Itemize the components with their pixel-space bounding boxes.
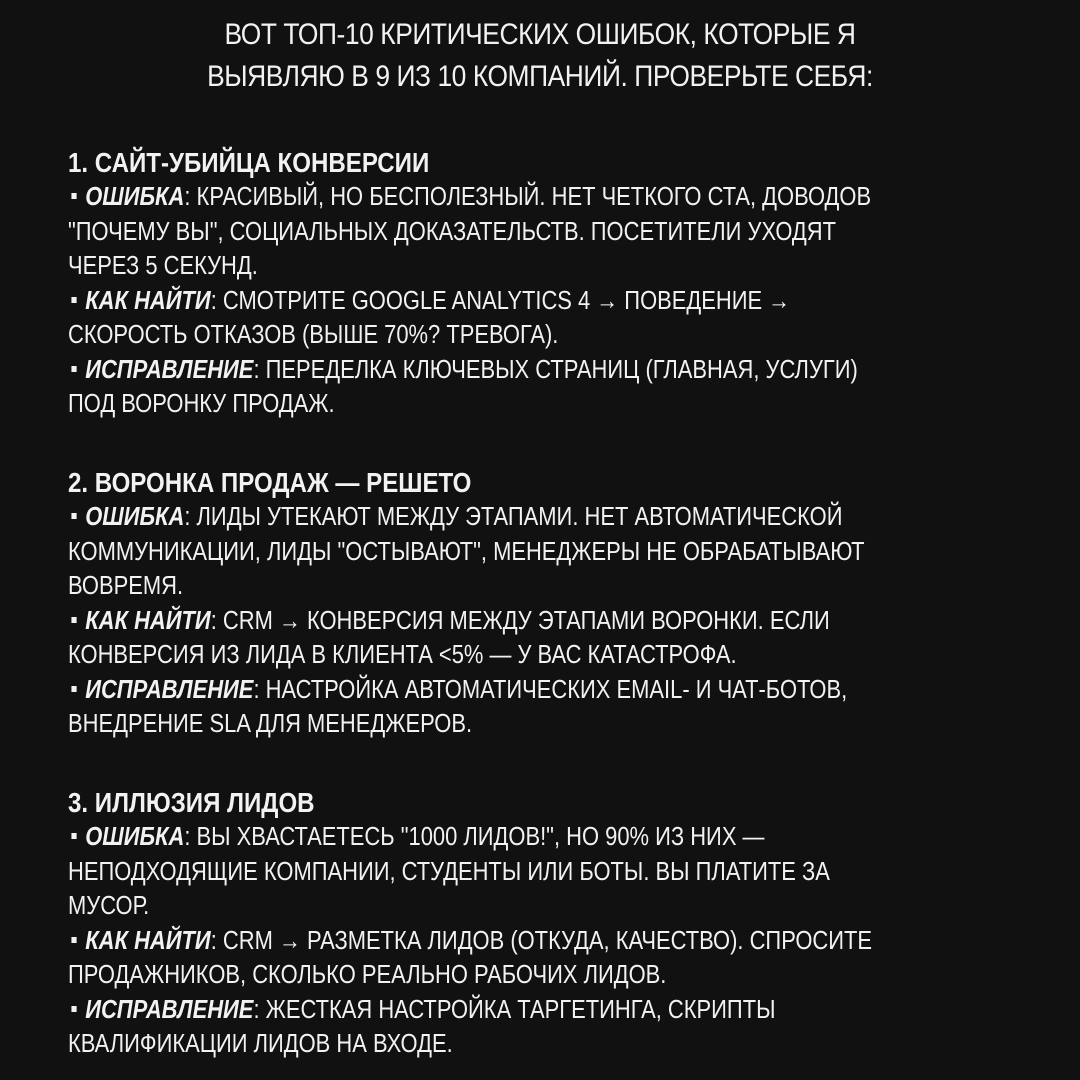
title-line-2: ВЫЯВЛЯЮ В 9 ИЗ 10 КОМПАНИЙ. ПРОВЕРЬТЕ СЕБЯ: [207,60,873,93]
bullet-icon [71,297,76,303]
error-label: ОШИБКА [85,503,185,531]
fix-label: ИСПРАВЛЕНИЕ [85,995,254,1024]
fix-line: ИСПРАВЛЕНИЕ: ЖЕСТКАЯ НАСТРОЙКА ТАРГЕТИНГА, СКРИПТЫ [68,993,1014,1028]
fix-label: ИСПРАВЛЕНИЕ [85,675,254,704]
bullet-icon [71,1006,76,1012]
bullet-icon [71,937,76,943]
fix-label: ИСПРАВЛЕНИЕ [85,355,254,384]
error-line: ОШИБКА: ВЫ ХВАСТАЕТЕСЬ "1000 ЛИДОВ!", НО 90% ИЗ НИХ — [68,820,1014,855]
find-label: КАК НАЙТИ [85,606,211,635]
error-line: ОШИБКА: ЛИДЫ УТЕКАЮТ МЕЖДУ ЭТАПАМИ. НЕТ АВТОМАТИЧЕСКОЙ [68,500,1014,535]
error-text: "ПОЧЕМУ ВЫ", СОЦИАЛЬНЫХ ДОКАЗАТЕЛЬСТВ. ПОСЕТИТЕЛИ УХОДЯТ [68,217,837,246]
error-text: МУСОР. [68,892,150,920]
error-text: ВОВРЕМЯ. [68,572,184,600]
bullet-icon [71,617,76,623]
find-line: КАК НАЙТИ: CRM → КОНВЕРСИЯ МЕЖДУ ЭТАПАМИ ВОРОНКИ. ЕСЛИ [68,604,1014,639]
find-text: ПРОДАЖНИКОВ, СКОЛЬКО РЕАЛЬНО РАБОЧИХ ЛИДОВ. [68,961,667,989]
fix-line: ИСПРАВЛЕНИЕ: ПЕРЕДЕЛКА КЛЮЧЕВЫХ СТРАНИЦ (ГЛАВНАЯ, УСЛУГИ) [68,353,1014,388]
find-line: КАК НАЙТИ: CRM → РАЗМЕТКА ЛИДОВ (ОТКУДА, КАЧЕСТВО). СПРОСИТЕ [68,924,1014,959]
section-3 [68,786,1014,1062]
fix-line: ИСПРАВЛЕНИЕ: НАСТРОЙКА АВТОМАТИЧЕСКИХ EMAIL- И ЧАТ-БОТОВ, [68,673,1014,708]
error-label: ОШИБКА [85,823,185,851]
find-label: КАК НАЙТИ [85,926,211,955]
title-line-1: ВОТ ТОП-10 КРИТИЧЕСКИХ ОШИБОК, КОТОРЫЕ Я [224,18,856,51]
bullet-icon [71,366,76,372]
find-label: КАК НАЙТИ [85,286,211,315]
fix-text: ПОД ВОРОНКУ ПРОДАЖ. [68,390,335,418]
bullet-icon [71,833,76,839]
find-text: СКОРОСТЬ ОТКАЗОВ (ВЫШЕ 70%? ТРЕВОГА). [68,321,559,349]
error-label: ОШИБКА [85,183,185,211]
error-text: НЕПОДХОДЯЩИЕ КОМПАНИИ, СТУДЕНТЫ ИЛИ БОТЫ. ВЫ ПЛАТИТЕ ЗА [68,857,830,886]
error-line: ОШИБКА: КРАСИВЫЙ, НО БЕСПОЛЕЗНЫЙ. НЕТ ЧЕТКОГО СТА, ДОВОДОВ [68,180,1014,215]
bullet-icon [71,513,76,519]
page-title [65,14,1015,98]
section-heading: 2. ВОРОНКА ПРОДАЖ — РЕШЕТО [68,467,472,498]
find-text: КОНВЕРСИЯ ИЗ ЛИДА В КЛИЕНТА <5% — У ВАС КАТАСТРОФА. [68,641,737,669]
error-text: КОММУНИКАЦИИ, ЛИДЫ "ОСТЫВАЮТ", МЕНЕДЖЕРЫ НЕ ОБРАБАТЫВАЮТ [68,537,865,566]
section-heading: 1. САЙТ-УБИЙЦА КОНВЕРСИИ [68,147,430,178]
error-text: ЧЕРЕЗ 5 СЕКУНД. [68,252,258,280]
section-heading: 3. ИЛЛЮЗИЯ ЛИДОВ [68,787,315,818]
fix-text: ВНЕДРЕНИЕ SLA ДЛЯ МЕНЕДЖЕРОВ. [68,710,473,738]
bullet-icon [71,193,76,199]
section-2 [68,466,1014,742]
section-1 [68,146,1014,422]
fix-text: КВАЛИФИКАЦИИ ЛИДОВ НА ВХОДЕ. [68,1030,453,1058]
bullet-icon [71,686,76,692]
find-line: КАК НАЙТИ: СМОТРИТЕ GOOGLE ANALYTICS 4 → ПОВЕДЕНИЕ → [68,284,1014,319]
